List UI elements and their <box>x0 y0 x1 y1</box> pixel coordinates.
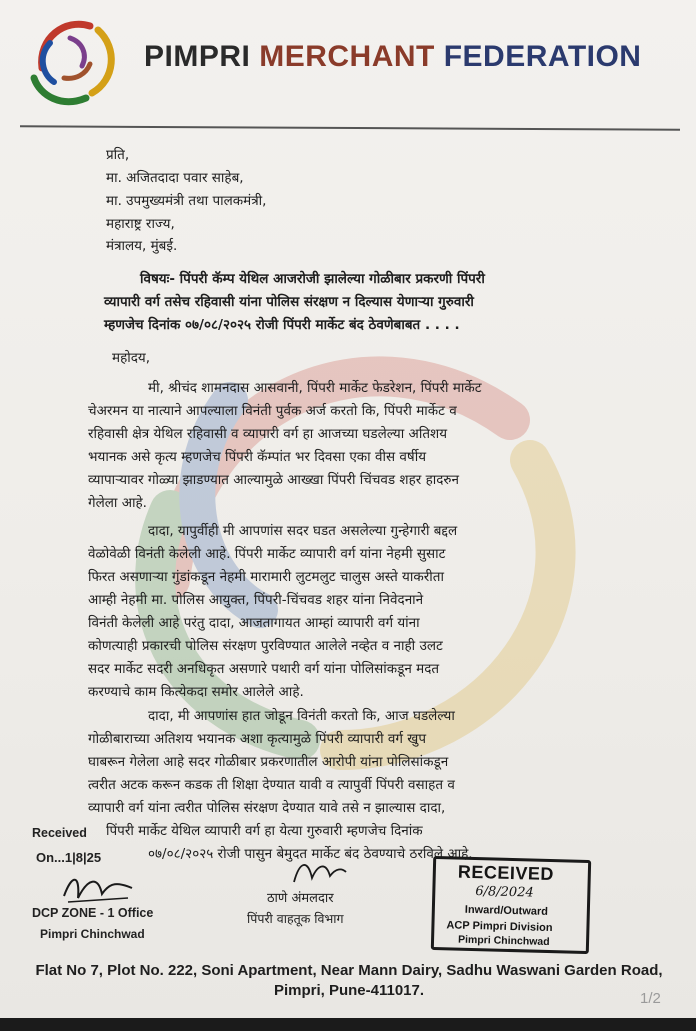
paragraph-2-line: करण्याचे काम कित्येकदा समोर आलेले आहे. <box>88 684 304 700</box>
recipient-line: मा. उपमुख्यमंत्री तथा पालकमंत्री, <box>106 193 267 209</box>
paragraph-3-line: गोळीबाराच्या अतिशय भयानक अशा कृत्यामुळे पिंपरी व्यापारी वर्ग खुप <box>88 731 426 747</box>
paragraph-2-line: आम्ही नेहमी मा. पोलिस आयुक्त, पिंपरी-चिंचवड शहर यांना निवेदनाने <box>88 592 424 608</box>
paragraph-3-line: व्यापारी वर्ग यांना त्वरीत पोलिस संरक्षण देण्यात यावे तसे न झाल्यास दादा, <box>88 800 446 816</box>
paragraph-2-line: विनंती केलेली आहे परंतु दादा, आजतागायत आम्हां व्यापारी वर्ग यांना <box>88 615 420 631</box>
org-name-word-2: MERCHANT <box>259 40 435 73</box>
dcp-signature <box>58 868 138 908</box>
thane-officer-line: पिंपरी वाहतूक विभाग <box>247 911 344 926</box>
paragraph-3-line: पिंपरी मार्केट येथिल व्यापारी वर्ग हा येत्या गुरुवारी म्हणजेच दिनांक <box>106 823 423 839</box>
paragraph-2-line: कोणत्याही प्रकारची पोलिस संरक्षण पुरविण्यात आलेले नव्हेत व नाही उलट <box>88 638 443 654</box>
recipient-line: महाराष्ट्र राज्य, <box>106 216 175 232</box>
subject-line: म्हणजेच दिनांक ०७/०८/२०२५ रोजी पिंपरी मार्केट बंद ठेवणेबाबत . . . . <box>104 317 460 333</box>
dcp-office-line: DCP ZONE - 1 Office <box>32 906 154 920</box>
stamp-line: Pimpri Chinchwad <box>457 933 550 949</box>
recipient-line: प्रति, <box>106 147 130 163</box>
received-stamp <box>431 856 591 954</box>
bottom-bar <box>0 1018 696 1031</box>
footer-address-line: Pimpri, Pune-411017. <box>273 982 425 999</box>
stamp-line: Inward/Outward <box>464 903 549 918</box>
thane-officer-line: ठाणे अंमलदार <box>267 891 334 906</box>
paragraph-1-line: मी, श्रीचंद शामनदास आसवानी, पिंपरी मार्केट फेडरेशन, पिंपरी मार्केट <box>148 380 482 396</box>
paragraph-1-line: रहिवासी क्षेत्र येथिल रहिवासी व व्यापारी वर्ग हा आजच्या घडलेल्या अतिशय <box>88 426 448 442</box>
page-indicator: 1/2 <box>640 990 661 1007</box>
recipient-line: मा. अजितदादा पवार साहेब, <box>106 170 244 186</box>
paragraph-1-line: गेलेला आहे. <box>88 495 147 511</box>
stamp-line: ACP Pimpri Division <box>446 919 553 935</box>
thane-signature <box>290 852 350 892</box>
received-date: On...1|8|25 <box>36 850 102 865</box>
stamp-title: RECEIVED <box>457 861 555 885</box>
recipient-line: मंत्रालय, मुंबई. <box>106 238 178 254</box>
paragraph-1-line: चेअरमन या नात्याने आपल्याला विनंती पुर्वक अर्ज करतो कि, पिंपरी मार्केट व <box>88 403 457 419</box>
subject-line: विषयः- पिंपरी कॅम्प येथिल आजरोजी झालेल्या गोळीबार प्रकरणी पिंपरी <box>140 271 485 287</box>
federation-logo <box>20 8 126 114</box>
footer-address-line: Flat No 7, Plot No. 222, Soni Apartment, Near Mann Dairy, Sadhu Waswani Garden Road, <box>35 962 663 979</box>
org-name <box>144 40 684 74</box>
stamp-date: 6/8/2024 <box>475 884 534 901</box>
subject-line: व्यापारी वर्ग तसेच रहिवासी यांना पोलिस संरक्षण न दिल्यास येणाऱ्या गुरुवारी <box>104 294 474 310</box>
paragraph-2-line: दादा, यापुर्वीही मी आपणांस सदर घडत असलेल्या गुन्हेगारी बद्दल <box>148 523 458 539</box>
received-label: Received <box>32 826 87 840</box>
paragraph-2-line: वेळोवेळी विनंती केलेली आहे. पिंपरी मार्केट व्यापारी वर्ग यांना नेहमी सुसाट <box>88 546 446 562</box>
org-name-word-3: FEDERATION <box>443 40 642 73</box>
paragraph-1-line: भयानक असे कृत्य म्हणजेच पिंपरी कॅम्पांत भर दिवसा एका वीस वर्षीय <box>88 449 427 465</box>
paragraph-3-line: घाबरून गेलेला आहे सदर गोळीबार प्रकरणातील आरोपी यांना पोलिसांकडून <box>88 754 449 770</box>
org-name-word-1: PIMPRI <box>144 40 251 73</box>
paragraph-3-line: त्वरीत अटक करून कडक ती शिक्षा देण्यात यावी व त्यापुर्वी पिंपरी वसाहत व <box>88 777 455 793</box>
paragraph-1-line: व्यापाऱ्यावर गोळ्या झाडण्यात आल्यामुळे आख्खा पिंपरी चिंचवड शहर हादरुन <box>88 472 459 488</box>
paragraph-3-line: दादा, मी आपणांस हात जोडून विनंती करतो कि, आज घडलेल्या <box>148 708 455 724</box>
header-divider <box>20 125 680 130</box>
paragraph-2-line: सदर मार्केट सदरी अनधिकृत असणारे पथारी वर्ग यांना पोलिसांकडून मदत <box>88 661 440 677</box>
salutation: महोदय, <box>112 350 151 366</box>
paragraph-3-line: ०७/०८/२०२५ रोजी पासुन बेमुदत मार्केट बंद ठेवण्याचे ठरविले आहे. <box>148 846 473 862</box>
paragraph-2-line: फिरत असणाऱ्या गुंडांकडून नेहमी मारामारी लुटमलुट चालुस अस्ते याकरीता <box>88 569 444 585</box>
dcp-office-line: Pimpri Chinchwad <box>40 927 145 941</box>
